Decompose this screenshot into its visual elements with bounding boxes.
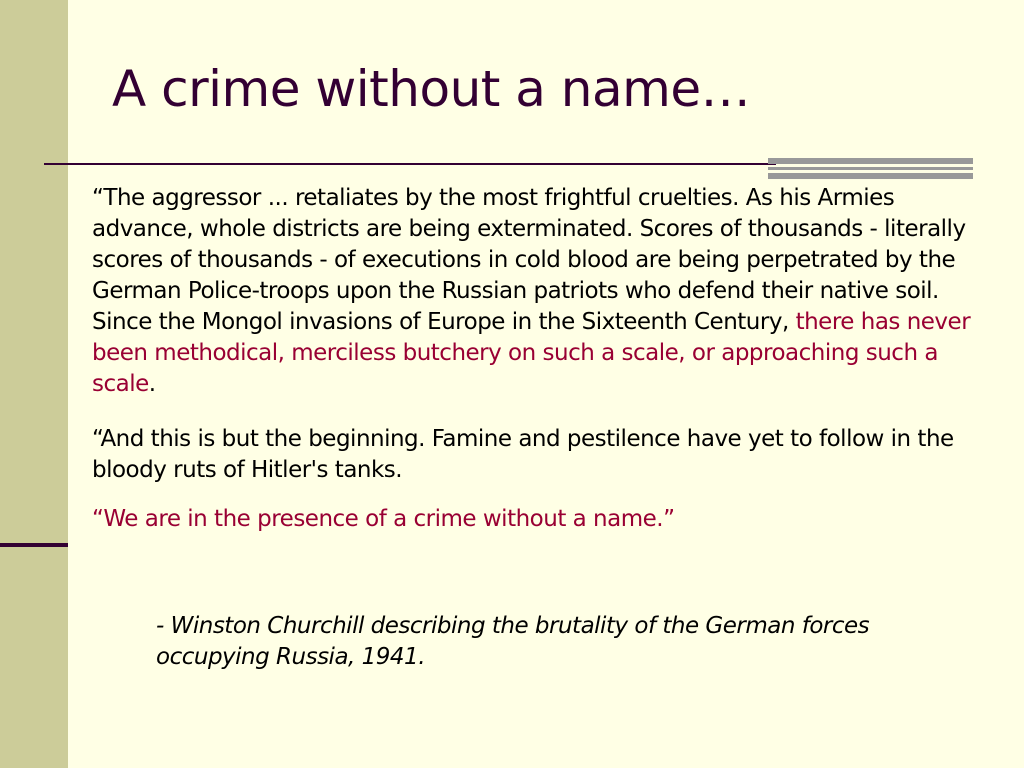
quote-highlight: there has never been methodical, merciless butchery on such a scale, or approaching such a scale [92, 309, 971, 397]
slide-body [92, 183, 984, 535]
title-divider-accent-1 [768, 158, 973, 164]
quote-paragraph-1 [92, 183, 984, 400]
title-divider-accent-3 [768, 173, 973, 179]
title-divider-accent-2 [768, 167, 973, 170]
quote-paragraph-1-end: . [148, 371, 156, 397]
left-accent-line [0, 543, 68, 547]
quote-attribution: - Winston Churchill describing the brutality of the German forces occupying Russia, 1941. [156, 613, 870, 670]
slide-title: A crime without a name… [112, 60, 751, 118]
title-divider [44, 163, 776, 165]
quote-paragraph-2: “And this is but the beginning. Famine and pestilence have yet to follow in the bloody ruts of Hitler's tanks. [92, 426, 954, 483]
left-sidebar-bar [0, 0, 68, 768]
quote-paragraph-1-text: “The aggressor ... retaliates by the most frightful cruelties. As his Armies advance, whole districts are being exterminated. Scores of thousands - literally scores of thousands - of executions in cold blood are being perpetrated by the German Police-troops upon the Russian patriots who defend their native soil. Since the Mongol invasions of Europe in the Sixteenth Century, [92, 185, 966, 335]
quote-paragraph-3: “We are in the presence of a crime without a name.” [92, 506, 675, 532]
